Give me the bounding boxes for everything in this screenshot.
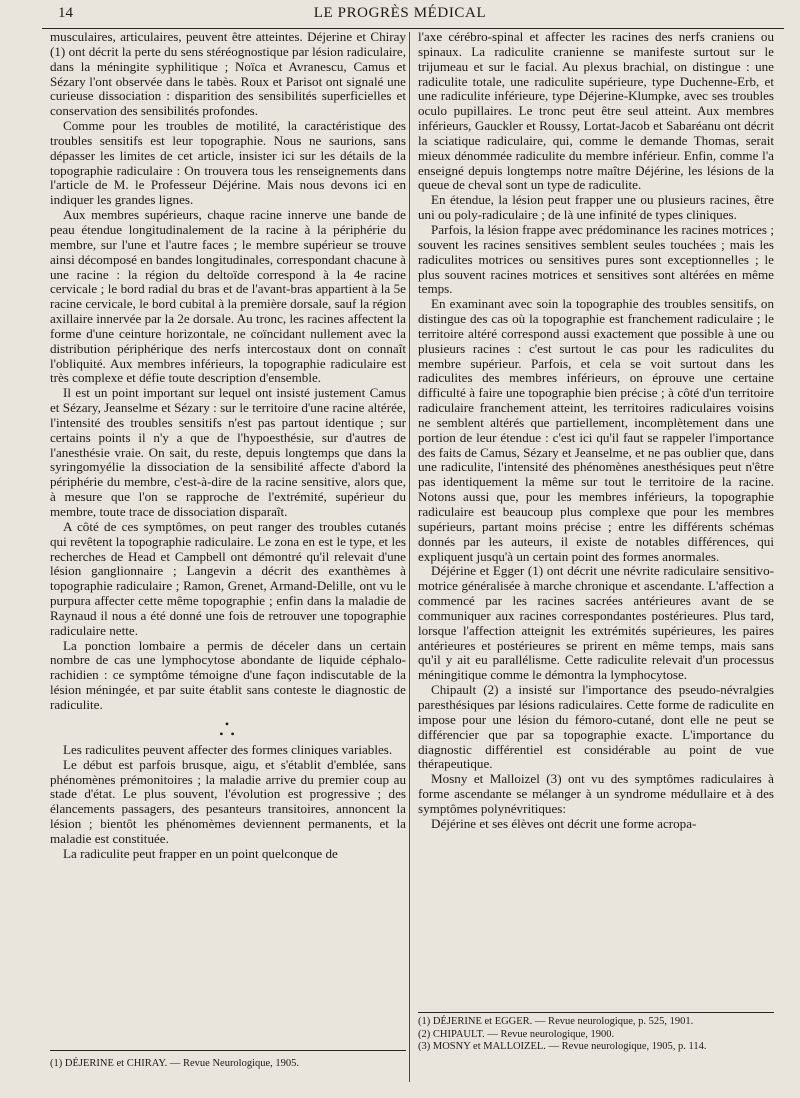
paragraph: Aux membres supérieurs, chaque racine innerve une bande de peau étendue longitudinalement de la racine à la périphérie du membre, sur l'une et l'autre faces ; le membre supérieur se trouve ainsi décomposé en bandes longitudinales, correspondant chacune à une racine : la région du deltoïde correspond à la 4e racine cervicale ; le bord radial du bras et de l'avant-bras appartient à la 5e racine cervicale, le bord cubital à la première dorsale, sauf la région axillaire innervée par la 2e dorsale. Au tronc, les racines affectent la forme d'une ceinture horizontale, ne coïncidant nullement avec la distribution périphérique des nerfs intercostaux dont on connaît l'obliquité. Aux membres inférieurs, la topographie radiculaire est très complexe et défie toute description d'ensemble.	[50, 207, 406, 386]
header-rule	[42, 28, 784, 29]
paragraph: En examinant avec soin la topographie des troubles sensitifs, on distingue des cas où la topographie est franchement radiculaire ; le territoire altéré correspond aussi exactement que possible à une ou plusieurs racines : c'est surtout le cas pour les radiculites du membre supérieur. Parfois, et cela se voit surtout dans les radiculites des membres inférieurs, on éprouve une certaine difficulté à faire une topographie bien précise ; à côté d'un territoire radiculaire franchement atteint, les territoires radiculaires voisins ne semblent altérés que partiellement, incomplètement dans une portion de leur étendue : c'est ici qu'il faut se rappeler l'importance des faits de Camus, Sézary et Jeanselme, et ne pas oublier que, dans une radiculite, l'intensité des phénomènes anesthésiques peut n'être pas identiquement la même sur tout le territoire de la racine. Notons aussi que, pour les membres inférieurs, la topographie radiculaire est beaucoup plus complexe que pour les membres supérieurs, partant moins précise ; entre les différents schémas donnés par les auteurs, il existe de notables différences, qui expliquent jusqu'à un certain point des formes anormales.	[418, 296, 774, 564]
paragraph: l'axe cérébro-spinal et affecter les racines des nerfs craniens ou spinaux. La radiculite cranienne se manifeste surtout sur le trijumeau et sur le facial. Au plexus brachial, on distingue : une radiculite totale, une radiculite supérieure, type Duchenne-Erb, et une radiculite inférieure, type Déjerine-Klumpke, avec ses troubles oculo pupillaires. Le tronc peut être seul atteint. Aux membres inférieurs, Gauckler et Roussy, Lortat-Jacob et Sabaréanu ont décrit la sciatique radiculaire, qui, comme le demande Thomas, serait mieux dénommée radiculite du membre inférieur. Enfin, comme l'a enseigné depuis longtemps notre maître Déjérine, les lésions de la queue de cheval sont un type de radiculite.	[418, 30, 774, 193]
footnote-rule	[50, 1050, 406, 1051]
section-break-asterism: • • •	[219, 716, 237, 741]
page-header	[0, 0, 800, 34]
paragraph: Les radiculites peuvent affecter des formes cliniques variables.	[63, 741, 393, 757]
paragraph: En étendue, la lésion peut frapper une ou plusieurs racines, être uni ou poly-radiculaire ; de là une infinité de types cliniques.	[418, 192, 774, 223]
right-footnotes	[418, 1012, 774, 1054]
footnote-rule	[418, 1012, 774, 1013]
left-footnotes	[50, 1050, 406, 1070]
paragraph: Mosny et Malloizel (3) ont vu des symptômes radiculaires à forme ascendante se mélanger à un syndrome médullaire et à des symptômes polynévritiques:	[418, 771, 774, 816]
paragraph: Parfois, la lésion frappe avec prédominance les racines motrices ; souvent les racines sensitives semblent seules touchées ; mais les radiculites motrices ou sensitives pures sont exceptionnelles ; le plus souvent racines motrices et sensitives sont altérées en même temps.	[418, 221, 774, 297]
column-divider	[409, 32, 410, 1082]
left-column	[50, 30, 406, 1050]
paragraph: Il est un point important sur lequel ont insisté justement Camus et Sézary, Jeanselme et Sézary : sur le territoire d'une racine altérée, l'intensité des troubles sensitifs n'est pas partout identique ; sur certains points il n'y a que de l'hypoesthésie, sur d'autres de l'anesthésie vraie. On sait, du reste, depuis longtemps que dans la syringomyélie la dissociation de la sensibilité affecte d'abord la périphérie du membre, c'est-à-dire de la racine sensitive, alors que, à mesure que l'on se rapproche de l'extrémité, supérieur du membre, toute trace de dissociation disparaît.	[50, 385, 406, 519]
footnote: (1) DÉJERINE et EGGER. — Revue neurologique, p. 525, 1901.	[418, 1016, 694, 1027]
page-number: 14	[58, 5, 73, 21]
paragraph: Le début est parfois brusque, aigu, et s'établit d'emblée, sans phénomènes prémonitoires ; la maladie arrive du premier coup au stade d'état. Le plus souvent, l'évolution est progressive ; des élancements passagers, des pesanteurs transitoires, annoncent la lésion ; bientôt les phénomèmes deviennent permanents, et la maladie est constituée.	[50, 756, 406, 846]
journal-title: LE PROGRÈS MÉDICAL	[313, 5, 487, 21]
paragraph: Déjérine et ses élèves ont décrit une forme acropa-	[431, 815, 697, 831]
paragraph: musculaires, articulaires, peuvent être atteintes. Déjerine et Chiray (1) ont décrit la perte du sens stéréognostique par lésion radiculaire, dans la méningite syphilitique ; Noïca et Avranescu, Camus et Sézary l'ont observée dans le tabès. Roux et Parisot ont signalé une curieuse dissociation : disparition des sensibilités superficielles et conservation des sensibilités profondes.	[50, 30, 406, 119]
paragraph: Déjérine et Egger (1) ont décrit une névrite radiculaire sensitivo-motrice généralisée à marche chronique et ascendante. L'affection a commencé par les racines sacrées antérieures avant de se communiquer aux racines correspondantes postérieures. Plus tard, lorsque l'affection atteignit les extrémités supérieures, les paires antérieures et postérieures se prirent en même temps, mais sans qu'il y ait eu parallélisme. Cette radiculite relevait d'un processus méningitique comme le démontra la lymphocytose.	[418, 563, 774, 683]
footnote: (3) MOSNY et MALLOIZEL. — Revue neurologique, 1905, p. 114.	[418, 1041, 707, 1052]
right-column	[418, 30, 774, 1010]
footnote: (1) DÉJERINE et CHIRAY. — Revue Neurologique, 1905.	[50, 1058, 300, 1069]
paragraph: Chipault (2) a insisté sur l'importance des pseudo-névralgies paresthésiques par lésions radiculaires. Cette forme de radiculite en impose pour une lésion du fémoro-cutané, dont elle ne peut se différencier que par sa topographie exacte. L'importance du diagnostic différentiel est considérable au point de vue thérapeutique.	[418, 682, 774, 772]
footnote: (2) CHIPAULT. — Revue neurologique, 1900.	[418, 1028, 615, 1040]
paragraph: La radiculite peut frapper en un point quelconque de	[63, 845, 338, 861]
paragraph: La ponction lombaire a permis de déceler dans un certain nombre de cas une lymphocytose abondante de liquide céphalo-rachidien : ce symptôme témoigne d'une façon indiscutable de la lésion méningée, et par suite établit sans conteste le diagnostic de radiculite.	[50, 637, 406, 712]
paragraph: Comme pour les troubles de motilité, la caractéristique des troubles sensitifs est leur topographie. Nous ne saurions, sans dépasser les limites de cet article, insister ici sur les détails de la topographie radiculaire : On trouvera tous les renseignements dans l'article de M. le Professeur Déjérine. Mais nous devons ici en indiquer les grandes lignes.	[50, 118, 406, 208]
paragraph: A côté de ces symptômes, on peut ranger des troubles cutanés qui revêtent la topographie radiculaire. Le zona en est le type, et les recherches de Head et Campbell ont démontré qu'il relevait d'une lésion ganglionnaire ; Langevin a décrit des exanthèmes à topographie radiculaire ; Ramon, Grenet, Armand-Delille, ont vu le purpura affecter cette même topographie ; enfin dans la maladie de Raynaud il nous a été donné une fois de retrouver une topographie radiculaire nette.	[50, 518, 406, 638]
